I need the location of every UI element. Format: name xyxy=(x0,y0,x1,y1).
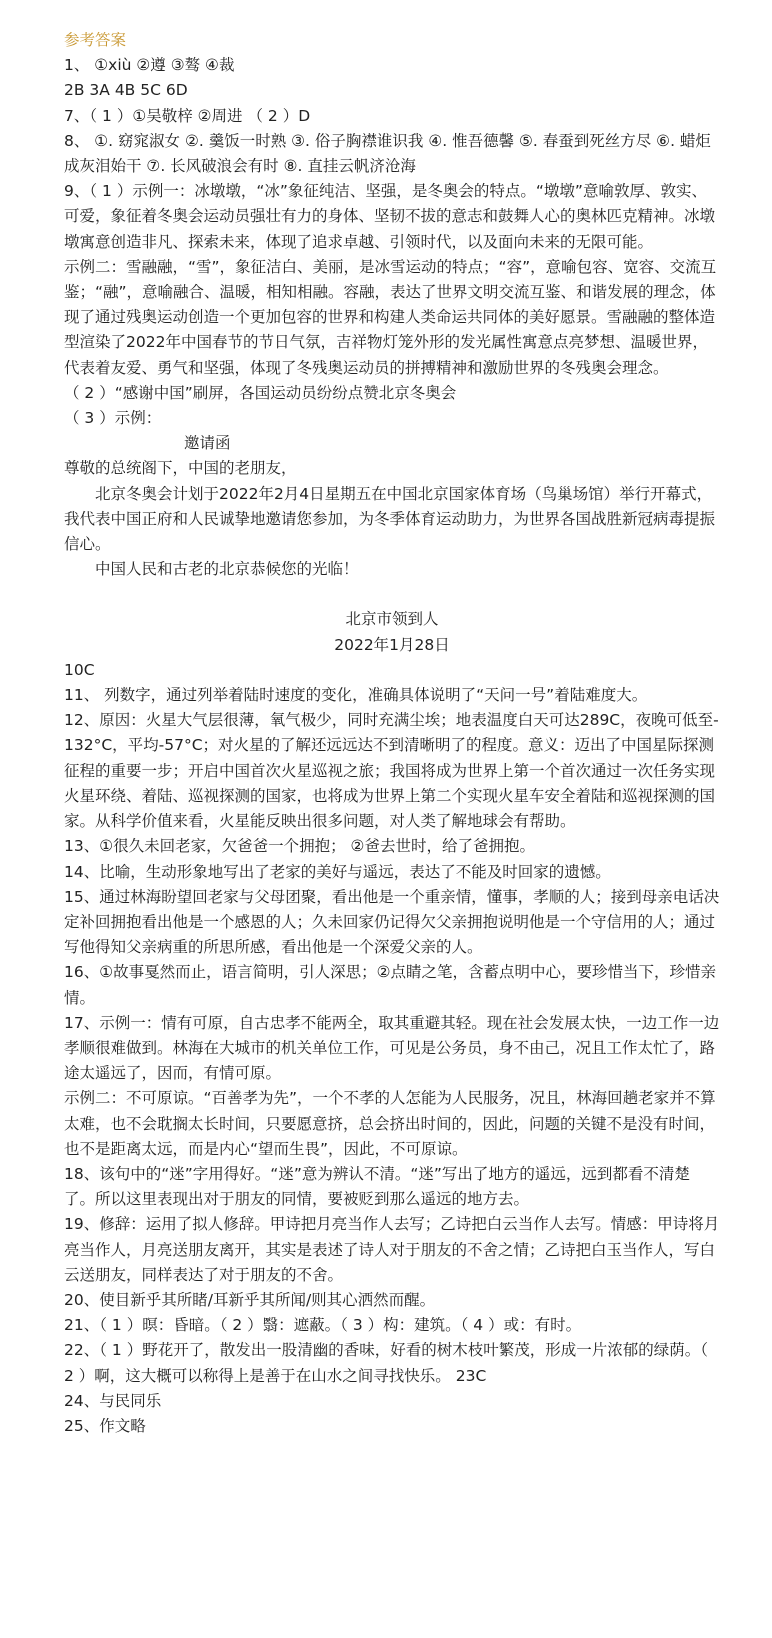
answer-line: 15、通过林海盼望回老家与父母团聚，看出他是一个重亲情，懂事，孝顺的人；接到母亲电话决定补回拥抱看出他是一个感恩的人；久未回家仍记得欠父亲拥抱说明他是一个守信用的人；通过写他得知父亲病重的所思所感，看出他是一个深爱父亲的人。 xyxy=(64,887,720,957)
answer-line: 20、使目新乎其所睹/耳新乎其所闻/则其心洒然而醒。 xyxy=(64,1290,436,1309)
answer-line: 13、①很久未回老家，欠爸爸一个拥抱； ②爸去世时，给了爸拥抱。 xyxy=(64,837,535,856)
answer-line: 16、①故事戛然而止，语言简明，引人深思；②点睛之笔，含蓄点明中心，要珍惜当下，珍惜亲情。 xyxy=(64,963,717,1007)
answer-line: 11、 列数字，通过列举着陆时速度的变化，准确具体说明了“天问一号”着陆难度大。 xyxy=(64,686,648,705)
answer-line: 示例二：雪融融，“雪”，象征洁白、美丽，是冰雪运动的特点；“容”，意喻包容、宽容、交流互鉴；“融”，意喻融合、温暖，相知相融。容融，表达了世界文明交流互鉴、和谐发展的理念，体现了通过残奥运动创造一个更加包容的世界和构建人类命运共同体的美好愿景。雪融融的整体造型渲染了2022年中国春节的节日气氛，吉祥物灯笼外形的发光属性寓意点亮梦想、温暖世界，代表着友爱、勇气和坚强，体现了冬残奥运动员的拼搏精神和激励世界的冬残奥会理念。 xyxy=(64,257,717,377)
answer-line: 25、作文略 xyxy=(64,1416,146,1435)
answer-line: 21、（ 1 ）暝：昏暗。（ 2 ）翳：遮蔽。（ 3 ）构：建筑。（ 4 ）或：有时。 xyxy=(64,1316,582,1335)
answer-line: （ 3 ）示例： xyxy=(64,409,162,428)
letter-salutation: 尊敬的总统阁下，中国的老朋友， xyxy=(64,459,297,478)
answer-line: 24、与民同乐 xyxy=(64,1391,162,1410)
answer-line: 18、该句中的“迷”字用得好。“迷”意为辨认不清。“迷”写出了地方的遥远，远到都看不清楚了。所以这里表现出对于朋友的同情，要被贬到那么遥远的地方去。 xyxy=(64,1164,690,1209)
answer-line: （ 2 ）“感谢中国”刷屏，各国运动员纷纷点赞北京冬奥会 xyxy=(64,383,457,402)
letter-date: 2022年1月28日 xyxy=(334,635,450,654)
answer-line: 2B 3A 4B 5C 6D xyxy=(64,81,188,100)
answer-line: 14、比喻，生动形象地写出了老家的美好与遥远，表达了不能及时回家的遗憾。 xyxy=(64,862,611,881)
answer-line: 19、修辞：运用了拟人修辞。甲诗把月亮当作人去写；乙诗把白云当作人去写。情感：甲诗将月亮当作人，月亮送朋友离开，其实是表述了诗人对于朋友的不舍之情；乙诗把白玉当作人，写白云送朋友，同样表达了对于朋友的不舍。 xyxy=(64,1215,720,1284)
answer-line: 10C xyxy=(64,660,95,679)
answer-line: 示例二：不可原谅。“百善孝为先”，一个不孝的人怎能为人民服务，况且，林海回趟老家并不算太难，也不会耽搁太长时间，只要愿意挤，总会挤出时间的，因此，问题的关键不是没有时间，也不是距离太远，而是内心“望而生畏”，因此，不可原谅。 xyxy=(64,1089,716,1158)
answer-line: 17、示例一：情有可原，自古忠孝不能两全，取其重避其轻。现在社会发展太快，一边工作一边孝顺很难做到。林海在大城市的机关单位工作，可见是公务员，身不由己，况且工作太忙了，路途太遥远了，因而，有情可原。 xyxy=(64,1013,720,1083)
letter-signature: 北京市领到人 xyxy=(345,610,439,629)
answer-line: 9、（ 1 ）示例一：冰墩墩，“冰”象征纯洁、坚强，是冬奥会的特点。“墩墩”意喻敦厚、敦实、可爱，象征着冬奥会运动员强壮有力的身体、坚韧不拔的意志和鼓舞人心的奥林匹克精神。冰墩墩寓意创造非凡、探索未来，体现了追求卓越、引领时代，以及面向未来的无限可能。 xyxy=(64,182,716,251)
answer-line: 12、原因：火星大气层很薄，氧气极少，同时充满尘埃；地表温度白天可达289C，夜晚可低至-132°C，平均-57°C；对火星的了解还远远达不到清晰明了的程度。意义：迈出了中国星际探测征程的重要一步；开启中国首次火星巡视之旅；我国将成为世界上第一个首次通过一次任务实现火星环绕、着陆、巡视探测的国家，也将成为世界上第二个实现火星车安全着陆和巡视探测的国家。从科学价值来看，火星能反映出很多问题，对人类了解地球会有帮助。 xyxy=(64,711,719,831)
letter-heading: 邀请函 xyxy=(184,434,231,453)
letter-closing: 中国人民和古老的北京恭候您的光临！ xyxy=(95,560,359,579)
answer-line: 8、 ①. 窈窕淑女 ②. 羹饭一时熟 ③. 俗子胸襟谁识我 ④. 惟吾德馨 ⑤. 春蚕到死丝方尽 ⑥. 蜡炬成灰泪始干 ⑦. 长风破浪会有时 ⑧. 直挂云帆济沧海 xyxy=(64,131,711,176)
answer-line: 22、（ 1 ）野花开了，散发出一股清幽的香味，好看的树木枝叶繁茂，形成一片浓郁的绿荫。（ 2 ）啊，这大概可以称得上是善于在山水之间寻找快乐。 23C xyxy=(64,1341,708,1385)
answer-line: 1、 ①xiù ②遵 ③骜 ④裁 xyxy=(64,56,235,75)
answer-line: 7、（ 1 ）①吴敬梓 ②周进 （ 2 ）D xyxy=(64,106,311,125)
letter-body: 北京冬奥会计划于2022年2月4日星期五在中国北京国家体育场（鸟巢场馆）举行开幕式，我代表中国正府和人民诚挚地邀请您参加，为冬季体育运动助力，为世界各国战胜新冠病毒提振信心。 xyxy=(64,484,716,554)
spacer xyxy=(64,582,720,607)
page-title: 参考答案 xyxy=(64,31,127,49)
